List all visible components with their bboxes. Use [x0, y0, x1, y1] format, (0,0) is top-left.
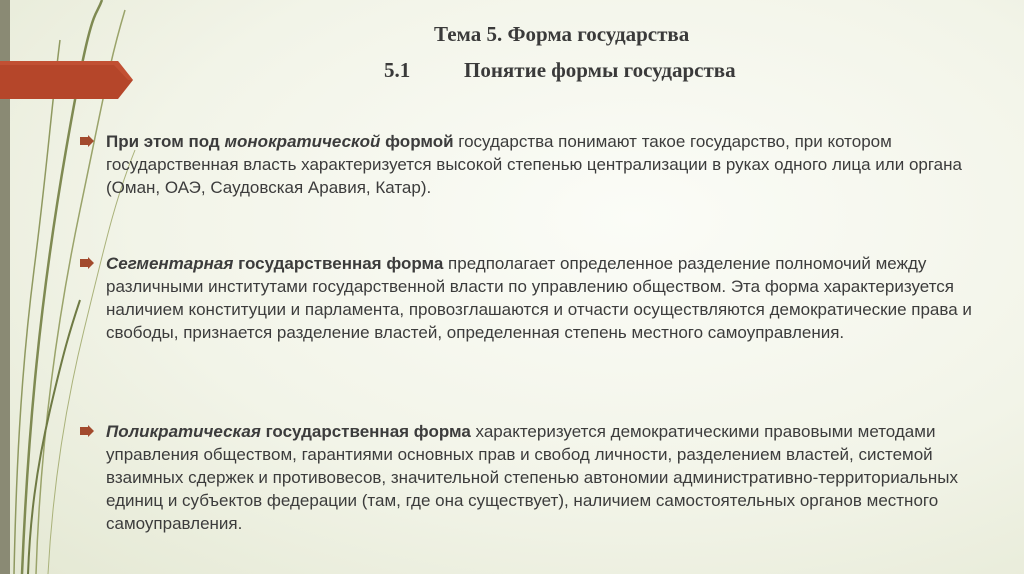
bullet-body: предполагает определенное разделение полномочий между различными институтами государственной власти по управлению обществом. Эта форма характеризуется наличием конституции и парламента, провозглашаются и отчасти осуществляются демократические права и свободы, признается разделение властей, определенная степень местного самоуправления.: [106, 254, 972, 342]
section-title: [384, 58, 736, 83]
bullet-lead-end: государственная форма: [260, 422, 471, 441]
arrow-bullet-icon: [80, 135, 94, 147]
arrow-bullet-icon: [80, 257, 94, 269]
bullet-text: [106, 130, 1000, 199]
section-title-text: Понятие формы государства: [464, 58, 736, 82]
bullet-item-polycratic: [80, 420, 1000, 535]
bullet-item-monocratic: [80, 130, 1000, 199]
title-arrow-banner: [0, 61, 133, 99]
bullet-text: [106, 252, 1000, 344]
bullet-term: монократической: [224, 132, 381, 151]
bullet-term: Поликратическая: [106, 422, 261, 441]
bullet-term: Сегментарная: [106, 254, 234, 273]
bullet-body: характеризуется демократическими правовыми методами управления обществом, гарантиями основных прав и свобод личности, разделением властей, системой взаимных сдержек и противовесов, значительной степенью автономии административно-территориальных единиц и субъектов федерации (там, где она существует), наличием самостоятельных органов местного самоуправления.: [106, 422, 959, 533]
bullet-lead-end: формой: [380, 132, 454, 151]
topic-title: Тема 5. Форма государства: [434, 22, 690, 46]
section-number: 5.1: [384, 58, 411, 82]
bullet-body: государства понимают такое государство, при котором государственная власть характеризуется высокой степенью централизации в руках одного лица или органа (Оман, ОАЭ, Саудовская Аравия, Катар).: [106, 132, 962, 197]
bullet-lead: При этом под: [106, 132, 225, 151]
bullet-item-segmentary: [80, 252, 1000, 344]
arrow-bullet-icon: [80, 425, 94, 437]
bullet-text: [106, 420, 1000, 535]
bullet-lead-end: государственная форма: [233, 254, 444, 273]
